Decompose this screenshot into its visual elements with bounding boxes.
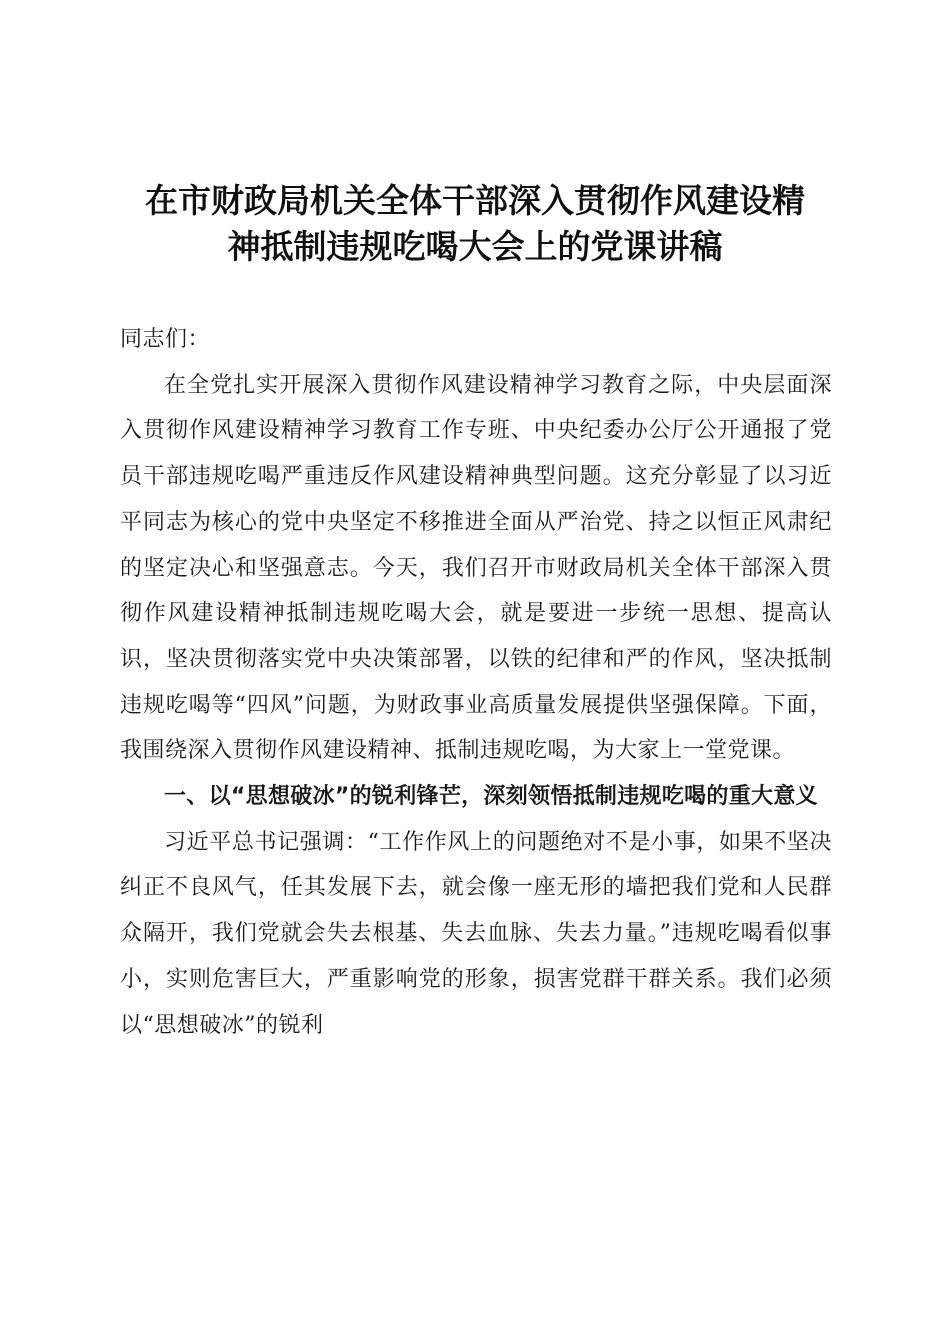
document-body: [120, 317, 832, 1048]
document-title: [100, 178, 850, 270]
title-line-1: 在市财政局机关全体干部深入贯彻作风建设精: [145, 181, 805, 220]
section-heading-1: 一、以“思想破冰”的锐利锋芒，深刻领悟抵制违规吃喝的重大意义: [164, 784, 818, 810]
title-line-2: 神抵制违规吃喝大会上的党课讲稿: [227, 227, 723, 266]
paragraph-section-1: 习近平总书记强调：“工作作风上的问题绝对不是小事，如果不坚决纠正不良风气，任其发展下去，就会像一座无形的墙把我们党和人民群众隔开，我们党就会失去根基、失去血脉、失去力量。”违规吃喝看似事小，实则危害巨大，严重影响党的形象，损害党群干群关系。我们必须以“思想破冰”的锐利: [120, 829, 832, 1038]
paragraph-intro: 在全党扎实开展深入贯彻作风建设精神学习教育之际，中央层面深入贯彻作风建设精神学习教育工作专班、中央纪委办公厅公开通报了党员干部违规吃喝严重违反作风建设精神典型问题。这充分彰显了以习近平同志为核心的党中央坚定不移推进全面从严治党、持之以恒正风肃纪的坚定决心和坚强意志。今天，我们召开市财政局机关全体干部深入贯彻作风建设精神抵制违规吃喝大会，就是要进一步统一思想、提高认识，坚决贯彻落实党中央决策部署，以铁的纪律和严的作风，坚决抵制违规吃喝等“四风”问题，为财政事业高质量发展提供坚强保障。下面，我围绕深入贯彻作风建设精神、抵制违规吃喝，为大家上一堂党课。: [120, 372, 832, 764]
salutation: 同志们：: [120, 327, 211, 352]
